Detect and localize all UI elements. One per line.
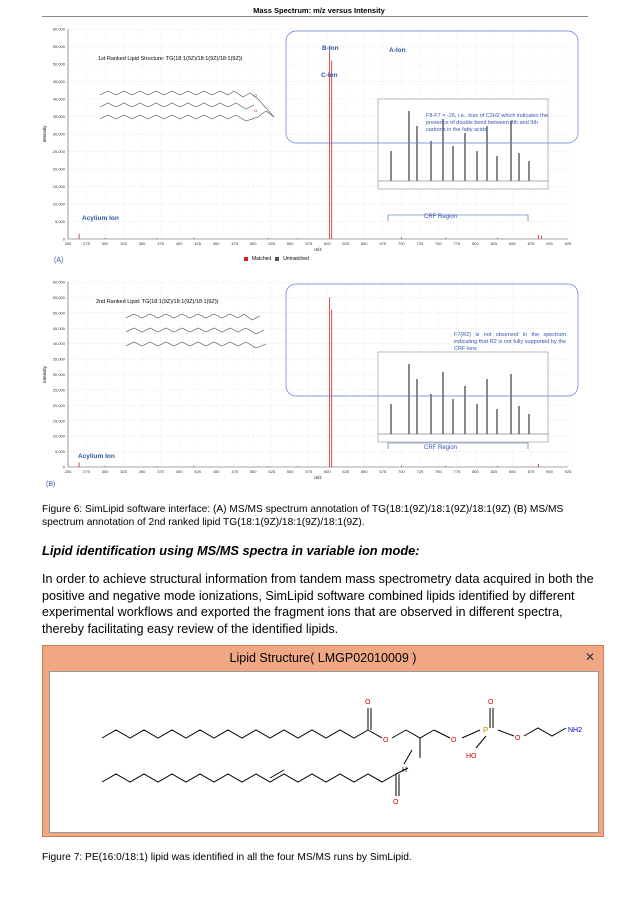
x-tick-label: 825 [490, 241, 498, 246]
panel-a-ranked-lipid: 1st Ranked Lipid Structure: TG(18:1(9Z)/18:1(9Z)/18:1(9Z)) [98, 56, 243, 62]
y-tick-label: 25,000 [52, 387, 65, 393]
acylium-ion-label-a: Acylium Ion [82, 215, 119, 222]
x-tick-label: 775 [453, 469, 461, 474]
panel-a-label: (A) [54, 257, 64, 264]
x-tick-label: 925 [564, 241, 572, 246]
y-tick-label: 40,000 [52, 341, 65, 347]
panel-b-label: (B) [46, 481, 56, 488]
y-tick-label: 5,000 [54, 219, 65, 224]
y-tick-label: 55,000 [52, 294, 65, 300]
x-tick-label: 475 [231, 241, 239, 246]
x-tick-label: 600 [323, 469, 331, 474]
x-tick-label: 750 [435, 469, 442, 474]
x-tick-label: 250 [64, 241, 72, 246]
x-axis-label: m/z [314, 247, 322, 252]
inset-peak [464, 133, 466, 181]
atom-o: O [393, 799, 399, 806]
atom-o: O [365, 699, 371, 706]
y-tick-label: 15,000 [52, 418, 65, 424]
atom-h: H [402, 767, 408, 774]
y-tick-label: 0 [62, 236, 65, 242]
y-tick-label: 50,000 [52, 61, 65, 67]
inset-peak [416, 379, 418, 434]
inset-peak [528, 161, 530, 181]
x-tick-label: 900 [546, 241, 553, 246]
window-title: Lipid Structure( LMGP02010009 ) [229, 651, 417, 665]
y-tick-label: 40,000 [52, 96, 65, 102]
x-tick-label: 625 [342, 469, 350, 474]
crf-region-label-a: CRF Region [424, 214, 458, 220]
x-tick-label: 675 [379, 241, 387, 246]
tg-structure-b [126, 314, 266, 348]
y-tick-label: 15,000 [52, 184, 65, 189]
x-tick-label: 875 [527, 469, 535, 474]
inset-peak [416, 126, 418, 181]
atom-o: O [451, 737, 457, 744]
legend-matched: Matched [252, 256, 272, 262]
pe-structure-svg [50, 672, 596, 830]
x-tick-label: 350 [138, 241, 146, 246]
x-tick-label: 675 [379, 469, 387, 474]
y-axis-label: Intensity [42, 125, 47, 143]
x-tick-label: 750 [435, 241, 442, 246]
x-tick-label: 450 [212, 241, 220, 246]
x-tick-label: 650 [360, 241, 368, 246]
x-tick-label: 325 [120, 241, 127, 246]
inset-peak [464, 386, 466, 434]
section-paragraph: In order to achieve structural information from tandem mass spectrometry data acquired in both the positive and negative mode ionizations, SimLipid software combined lipids identified by different experimental workflows and exported the fragment ions that are observed in different spectra, thereby facilitating easy review of the identified lipids. [42, 572, 594, 636]
structure-canvas [49, 671, 599, 833]
atom-ho: HO [466, 753, 477, 760]
x-tick-label: 300 [101, 241, 109, 246]
x-tick-label: 800 [472, 469, 479, 474]
y-tick-label: 20,000 [52, 402, 65, 408]
y-axis-label: Intensity [42, 366, 47, 383]
x-tick-label: 575 [305, 241, 313, 246]
x-tick-label: 275 [83, 241, 90, 246]
x-tick-label: 425 [194, 241, 201, 246]
x-tick-label: 400 [175, 469, 183, 474]
inset-peak [476, 404, 478, 434]
spectrum-chart-a [38, 17, 586, 265]
legend-unmatched-swatch [275, 257, 279, 261]
x-tick-label: 600 [323, 241, 331, 246]
x-axis-label: m/z [314, 475, 322, 480]
y-tick-label: 30,000 [52, 372, 65, 377]
y-tick-label: 25,000 [52, 149, 65, 154]
x-tick-label: 500 [249, 241, 257, 246]
inset-peak [528, 414, 530, 434]
atom-o: O [515, 735, 521, 742]
legend-unmatched: Unmatched [283, 256, 309, 262]
x-tick-label: 800 [472, 241, 479, 246]
panel-b-ranked-lipid: 2nd Ranked Lipid: TG(18:1(9Z)/18:1(9Z)/18:1(9Z)) [96, 299, 219, 305]
x-tick-label: 725 [416, 469, 424, 474]
inset-peak [476, 151, 478, 181]
inset-peak [518, 406, 520, 434]
inset-peak [452, 146, 454, 181]
x-tick-label: 450 [212, 469, 220, 474]
inset-peak [496, 156, 498, 181]
inset-peak [518, 153, 520, 181]
spectrum-panel-a [38, 17, 586, 265]
x-tick-label: 700 [397, 469, 405, 474]
x-tick-label: 475 [231, 469, 239, 474]
a-ion-label: A-Ion [389, 47, 406, 54]
legend [244, 256, 309, 262]
legend-matched-swatch [244, 257, 248, 261]
x-tick-label: 825 [490, 469, 498, 474]
panel-a-annotation: F8-F7 = -26, i.e., loss of C2H2 which indicates the presence of double bond between 8th and 9th carbons in the fatty acids [426, 113, 548, 133]
panel-b-annotation: F7(R2) is not observed in the spectrum indicating that R2 is not fully supported by the CRF ions [454, 332, 566, 352]
atom-nh2: NH2 [568, 727, 583, 734]
y-tick-label: 20,000 [52, 166, 65, 172]
figure6-caption: Figure 6: SimLipid software interface: (A) MS/MS spectrum annotation of TG(18:1(9Z)/18:1(9Z)/18:1(9Z) (B) MS/MS spectrum annotation of 2nd ranked lipid TG(18:1(9Z)/18:1(9Z)/18:1(9Z). [42, 504, 564, 528]
inset-peak [442, 372, 444, 434]
atom-o: O [383, 737, 389, 744]
figure6-title: Mass Spectrum: m/z versus Intensity [253, 6, 385, 15]
y-tick-label: 30,000 [52, 131, 65, 137]
o-label: O [254, 108, 258, 113]
x-tick-label: 425 [194, 469, 201, 474]
inset-peak [430, 141, 432, 181]
y-tick-label: 55,000 [52, 44, 65, 49]
atom-p: P [483, 726, 489, 735]
y-tick-label: 50,000 [52, 310, 65, 316]
x-tick-label: 650 [360, 469, 368, 474]
inset-peak [486, 126, 488, 181]
y-tick-label: 35,000 [52, 114, 65, 119]
x-tick-label: 250 [64, 469, 72, 474]
o-label: O [254, 93, 258, 98]
x-tick-label: 375 [157, 241, 164, 246]
inset-peak [430, 394, 432, 434]
figure7-caption: Figure 7: PE(16:0/18:1) lipid was identified in all the four MS/MS runs by SimLipid. [42, 852, 412, 863]
x-tick-label: 300 [101, 469, 109, 474]
c-ion-label: C-Ion [321, 72, 338, 79]
crf-region-label-b: CRF Region [424, 445, 458, 451]
inset-peak [510, 374, 512, 434]
inset-peak [390, 404, 392, 434]
x-tick-label: 525 [268, 469, 276, 474]
x-tick-label: 875 [527, 241, 535, 246]
inset-peak [452, 399, 454, 434]
inset-peak [486, 379, 488, 434]
inset-zoom-box [378, 352, 548, 442]
y-tick-label: 5,000 [54, 449, 65, 455]
y-tick-label: 35,000 [52, 356, 65, 362]
x-tick-label: 850 [509, 241, 516, 246]
inset-peak [408, 111, 410, 181]
b-ion-label: B-Ion [322, 45, 339, 52]
x-tick-label: 550 [286, 241, 294, 246]
x-tick-label: 725 [416, 241, 424, 246]
x-tick-label: 900 [546, 469, 553, 474]
x-tick-label: 550 [286, 469, 294, 474]
x-tick-label: 775 [453, 241, 461, 246]
y-tick-label: 10,000 [52, 433, 65, 439]
x-tick-label: 525 [268, 241, 276, 246]
x-tick-label: 700 [397, 241, 405, 246]
inset-peak [496, 409, 498, 434]
y-tick-label: 45,000 [52, 79, 65, 84]
atom-o: O [488, 699, 494, 706]
acylium-ion-label-b: Acylium Ion [78, 453, 115, 460]
inset-peak [390, 151, 392, 181]
x-tick-label: 275 [83, 469, 90, 474]
close-icon[interactable]: ✕ [584, 650, 595, 664]
spectrum-panel-b [38, 270, 586, 495]
y-tick-label: 60,000 [52, 279, 65, 285]
y-tick-label: 45,000 [52, 325, 65, 331]
x-tick-label: 575 [305, 469, 313, 474]
y-tick-label: 10,000 [52, 201, 65, 207]
x-tick-label: 350 [138, 469, 146, 474]
lipid-structure-window [42, 645, 604, 837]
x-tick-label: 625 [342, 241, 350, 246]
y-tick-label: 0 [62, 464, 65, 470]
y-tick-label: 60,000 [52, 26, 65, 32]
crf-bracket [388, 443, 528, 449]
x-tick-label: 850 [509, 469, 516, 474]
section-heading: Lipid identification using MS/MS spectra in variable ion mode: [42, 543, 420, 558]
inset-peak [408, 364, 410, 434]
x-tick-label: 400 [175, 241, 183, 246]
crf-bracket [388, 215, 528, 221]
x-tick-label: 500 [249, 469, 257, 474]
x-tick-label: 925 [564, 469, 572, 474]
x-tick-label: 325 [120, 469, 127, 474]
x-tick-label: 375 [157, 469, 164, 474]
